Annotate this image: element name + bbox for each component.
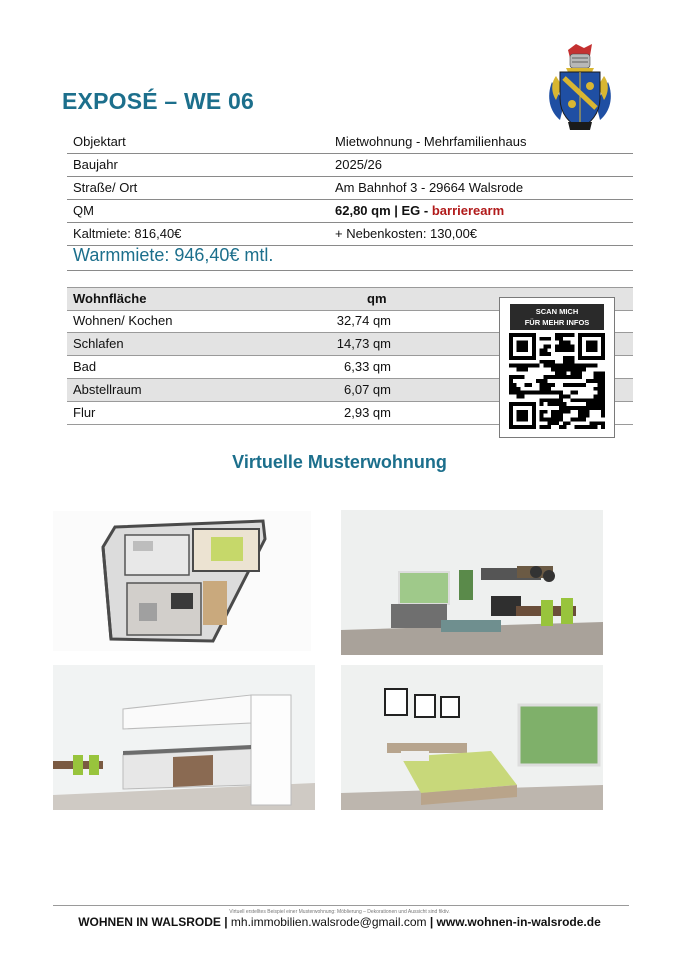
info-row-baujahr (67, 154, 633, 177)
bedroom-image (341, 665, 603, 810)
qr-caption-line2: FÜR MEHR INFOS (524, 318, 590, 327)
footer-brand: WOHNEN IN WALSRODE (78, 915, 221, 929)
info-row-qm (67, 200, 633, 223)
room-name: Abstellraum (73, 382, 142, 397)
footer-email-link[interactable]: mh.immobilien.walsrode@gmail.com (230, 915, 427, 929)
floorplan-image (53, 511, 311, 651)
room-name: Schlafen (73, 336, 124, 351)
page-title: EXPOSÉ – WE 06 (62, 88, 254, 114)
footer-divider (53, 905, 629, 906)
info-value: Mietwohnung - Mehrfamilienhaus (335, 134, 527, 149)
info-row-strasse-ort (67, 177, 633, 200)
warmmiete-row (67, 245, 633, 271)
area-header-unit: qm (367, 291, 387, 306)
nebenkosten-value: + Nebenkosten: 130,00€ (335, 226, 478, 241)
section-subtitle: Virtuelle Musterwohnung (232, 452, 447, 472)
room-area: 32,74 qm (336, 313, 391, 328)
info-value (335, 200, 504, 222)
room-area: 6,07 qm (344, 382, 391, 397)
room-area: 14,73 qm (336, 336, 391, 351)
qr-caption-line1: SCAN MICH (535, 307, 579, 316)
kaltmiete-label: Kaltmiete: 816,40€ (73, 226, 182, 241)
footer-separator: | (220, 915, 231, 929)
footer (0, 915, 679, 929)
info-label: QM (73, 203, 94, 218)
area-header-label: Wohnfläche (73, 291, 147, 306)
coat-of-arms-logo (546, 42, 614, 134)
footer-website-link[interactable]: www.wohnen-in-walsrode.de (436, 915, 601, 929)
room-name: Bad (73, 359, 97, 374)
room-name: Wohnen/ Kochen (73, 313, 173, 328)
living-room-image (341, 510, 603, 655)
qr-caption (510, 304, 604, 330)
info-value: Am Bahnhof 3 - 29664 Walsrode (335, 180, 524, 195)
warmmiete-text: Warmmiete: 946,40€ mtl. (73, 245, 274, 265)
qm-value: 62,80 qm | EG - (335, 203, 429, 218)
footer-separator: | (426, 915, 437, 929)
room-area: 6,33 qm (344, 359, 391, 374)
qr-code-box[interactable] (499, 297, 615, 438)
room-area: 2,93 qm (344, 405, 391, 420)
kitchen-image (53, 665, 315, 810)
room-name: Flur (73, 405, 96, 420)
info-value: 2025/26 (335, 157, 382, 172)
info-label: Objektart (73, 134, 126, 149)
footer-disclaimer: Virtuell erstelltes Beispiel einer Musterwohnung: Möblierung – Dekorationen und Aussicht sind fiktiv. (229, 909, 450, 915)
info-label: Straße/ Ort (73, 180, 138, 195)
qr-code-icon (509, 333, 605, 429)
info-label: Baujahr (73, 157, 118, 172)
info-row-objektart (67, 131, 633, 154)
barrierearm-badge: barrierearm (431, 203, 505, 218)
info-row-kaltmiete (67, 223, 633, 246)
